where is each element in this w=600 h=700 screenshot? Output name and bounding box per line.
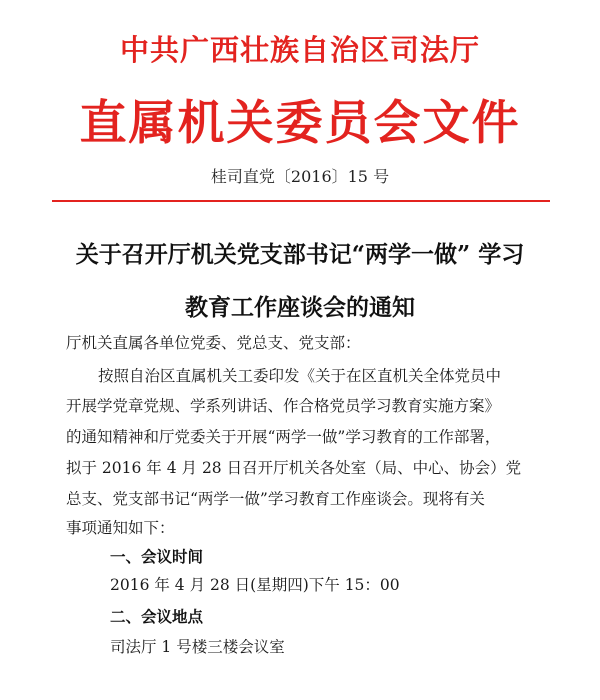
paragraph-line: 的通知精神和厅党委关于开展“两学一做”学习教育的工作部署， (66, 428, 501, 446)
section-heading-meeting-time: 一、会议时间 (110, 547, 204, 566)
paragraph-line: 按照自治区直属机关工委印发《关于在区直机关全体党员中 (98, 367, 502, 385)
notice-title-line-2: 教育工作座谈会的通知 (185, 294, 415, 321)
paragraph-line: 拟于 2016 年 4 月 28 日召开厅机关各处室（局、中心、协会）党 (66, 459, 522, 477)
meeting-location-value: 司法厅 1 号楼三楼会议室 (110, 638, 285, 656)
header-divider (52, 200, 550, 202)
document-number: 桂司直党〔2016〕15 号 (210, 167, 390, 186)
paragraph-line: 总支、党支部书记“两学一做”学习教育工作座谈会。现将有关 (66, 490, 485, 508)
paragraph-line: 事项通知如下： (66, 519, 175, 537)
issuer-name: 中共广西壮族自治区司法厅 (119, 33, 480, 67)
notice-title-line-1: 关于召开厅机关党支部书记“两学一做” 学习 (75, 241, 525, 268)
salutation: 厅机关直属各单位党委、党总支、党支部： (66, 334, 361, 352)
document-type-heading: 直属机关委员会文件 (79, 96, 521, 151)
meeting-time-value: 2016 年 4 月 28 日(星期四)下午 15：00 (110, 576, 400, 594)
paragraph-line: 开展学党章党规、学系列讲话、作合格党员学习教育实施方案》 (66, 397, 501, 415)
section-heading-meeting-location: 二、会议地点 (110, 607, 204, 626)
